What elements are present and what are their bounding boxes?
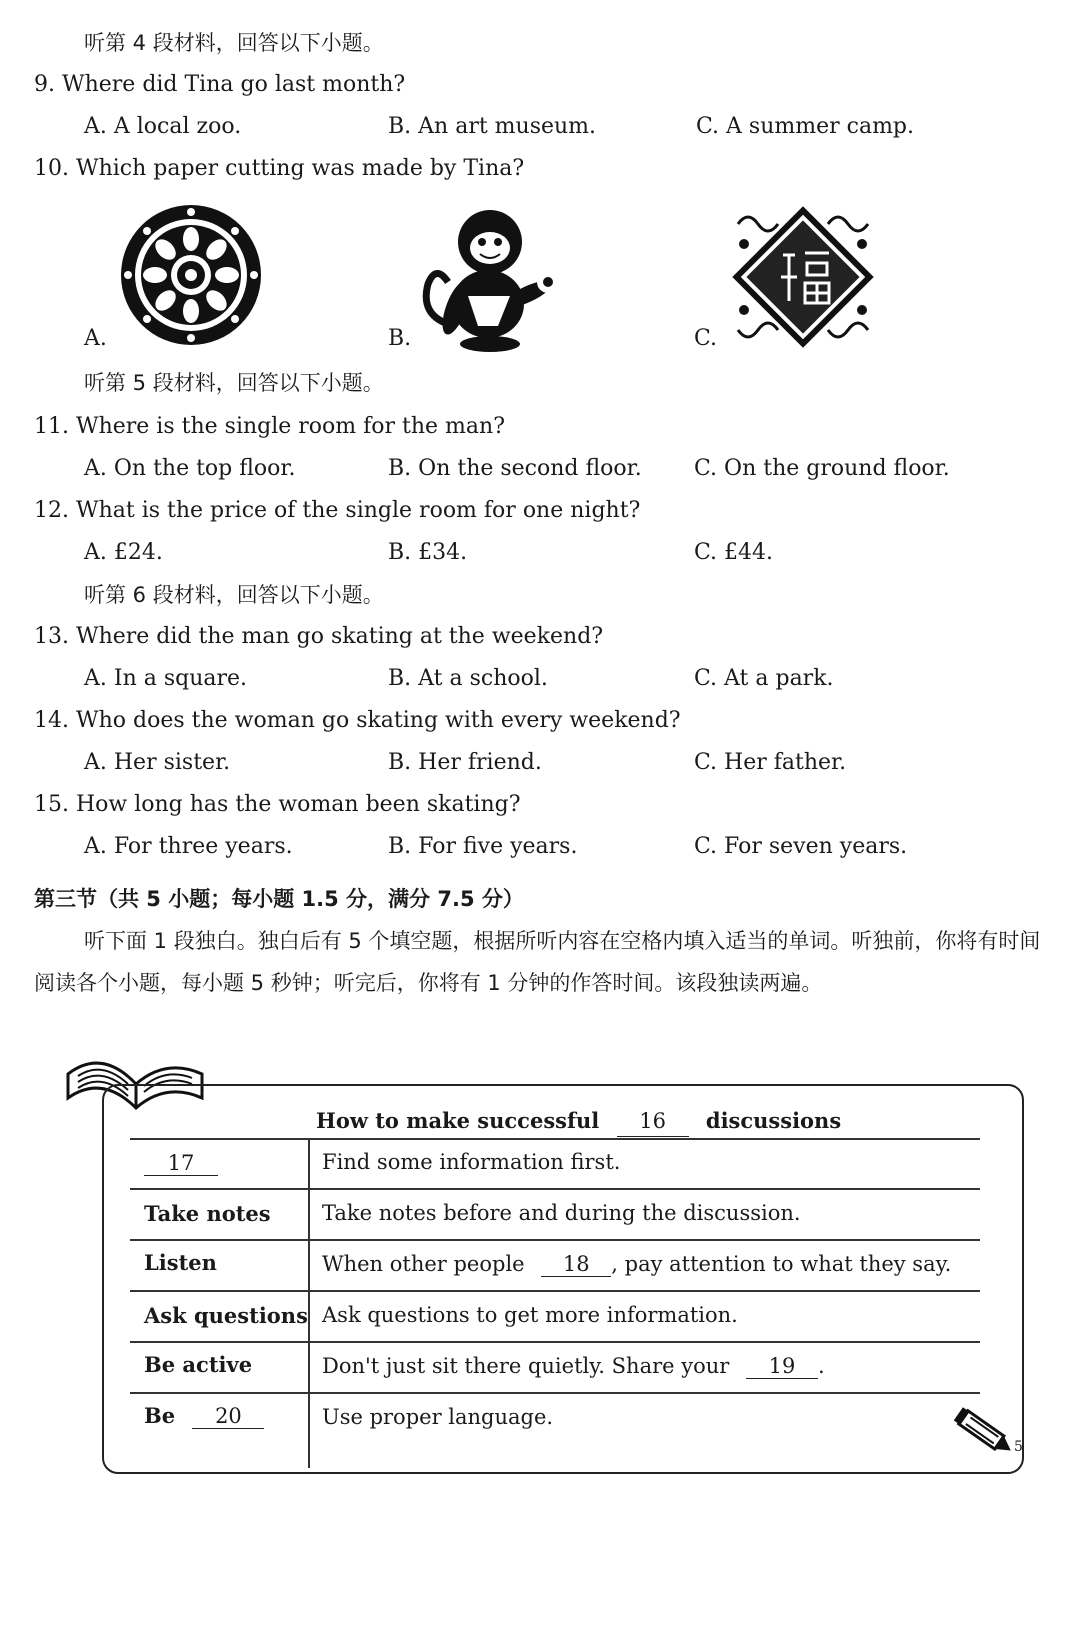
row-5-left: Be active	[144, 1352, 253, 1377]
table-row	[130, 1138, 980, 1190]
question-13: 13. Where did the man go skating at the weekend?	[34, 624, 604, 649]
section-4-heading: 听第 4 段材料，回答以下小题。	[84, 31, 384, 55]
q10-option-a-label: A.	[84, 326, 107, 351]
row-3-right-prefix: When other people	[322, 1252, 525, 1276]
page-number: 5	[1014, 1439, 1023, 1455]
row-2-left: Take notes	[144, 1201, 271, 1226]
q15-option-b: B. For five years.	[388, 834, 578, 859]
q13-option-a: A. In a square.	[84, 666, 248, 691]
row-1-right: Find some information first.	[322, 1150, 621, 1174]
q12-option-a: A. £24.	[84, 540, 163, 565]
section-5-heading: 听第 5 段材料，回答以下小题。	[84, 371, 384, 395]
table-title-suffix: discussions	[705, 1108, 842, 1133]
q13-option-c: C. At a park.	[694, 666, 834, 691]
q15-option-c: C. For seven years.	[694, 834, 908, 859]
table-row	[130, 1240, 980, 1292]
q13-option-b: B. At a school.	[388, 666, 548, 691]
q12-option-b: B. £34.	[388, 540, 468, 565]
blank-18: 18	[541, 1252, 611, 1277]
question-15: 15. How long has the woman been skating?	[34, 792, 521, 817]
question-12: 12. What is the price of the single room for one night?	[34, 498, 641, 523]
row-6-left	[144, 1403, 264, 1429]
q11-option-b: B. On the second floor.	[388, 456, 642, 481]
q10-option-c-label: C.	[694, 326, 718, 351]
table-row	[130, 1393, 980, 1443]
blank-16: 16	[617, 1106, 689, 1137]
row-6-left-prefix: Be	[144, 1403, 176, 1428]
q10-option-b-label: B.	[388, 326, 412, 351]
row-4-left: Ask questions	[144, 1303, 308, 1328]
q11-option-a: A. On the top floor.	[84, 456, 296, 481]
q14-option-b: B. Her friend.	[388, 750, 542, 775]
q11-option-c: C. On the ground floor.	[694, 456, 950, 481]
q14-option-a: A. Her sister.	[84, 750, 231, 775]
table-row	[130, 1189, 980, 1241]
row-1-left	[144, 1150, 218, 1176]
row-5-right-prefix: Don't just sit there quietly. Share your	[322, 1354, 730, 1378]
table-row	[130, 1291, 980, 1343]
q9-option-c: C. A summer camp.	[696, 114, 915, 139]
table-title-prefix: How to make successful	[316, 1108, 600, 1133]
row-5-right-suffix: .	[817, 1354, 825, 1378]
section-6-heading: 听第 6 段材料，回答以下小题。	[84, 583, 384, 607]
question-14: 14. Who does the woman go skating with every weekend?	[34, 708, 681, 733]
question-9: 9. Where did Tina go last month?	[34, 72, 406, 97]
part-3-heading: 第三节（共 5 小题；每小题 1.5 分，满分 7.5 分）	[34, 887, 524, 911]
q14-option-c: C. Her father.	[694, 750, 847, 775]
monkey-paper-cutting-image	[418, 204, 576, 354]
q15-option-a: A. For three years.	[84, 834, 293, 859]
blank-20: 20	[192, 1404, 264, 1429]
blank-19: 19	[746, 1354, 818, 1379]
row-3-right	[322, 1252, 951, 1277]
row-3-right-suffix: , pay attention to what they say.	[611, 1252, 952, 1276]
flower-paper-cutting-image	[114, 200, 268, 350]
row-6-right: Use proper language.	[322, 1405, 554, 1429]
table-row	[130, 1342, 980, 1394]
table-title	[316, 1106, 841, 1137]
part-3-instructions: 听下面 1 段独白。独白后有 5 个填空题，根据所听内容在空格内填入适当的单词。听独前，你将有时间阅读各个小题，每小题 5 秒钟；听完后，你将有 1 分钟的作答时间。该段独读两遍。	[34, 929, 1041, 995]
row-2-right: Take notes before and during the discussion.	[322, 1201, 801, 1225]
q9-option-b: B. An art museum.	[388, 114, 597, 139]
question-10: 10. Which paper cutting was made by Tina?	[34, 156, 525, 181]
q9-option-a: A. A local zoo.	[84, 114, 242, 139]
question-11: 11. Where is the single room for the man?	[34, 414, 506, 439]
pencil-icon	[948, 1400, 1020, 1466]
fu-character-paper-cutting-image	[730, 204, 876, 350]
row-3-left: Listen	[144, 1250, 217, 1275]
row-4-right: Ask questions to get more information.	[322, 1303, 738, 1327]
blank-17: 17	[144, 1151, 218, 1176]
q12-option-c: C. £44.	[694, 540, 774, 565]
row-5-right	[322, 1354, 825, 1379]
